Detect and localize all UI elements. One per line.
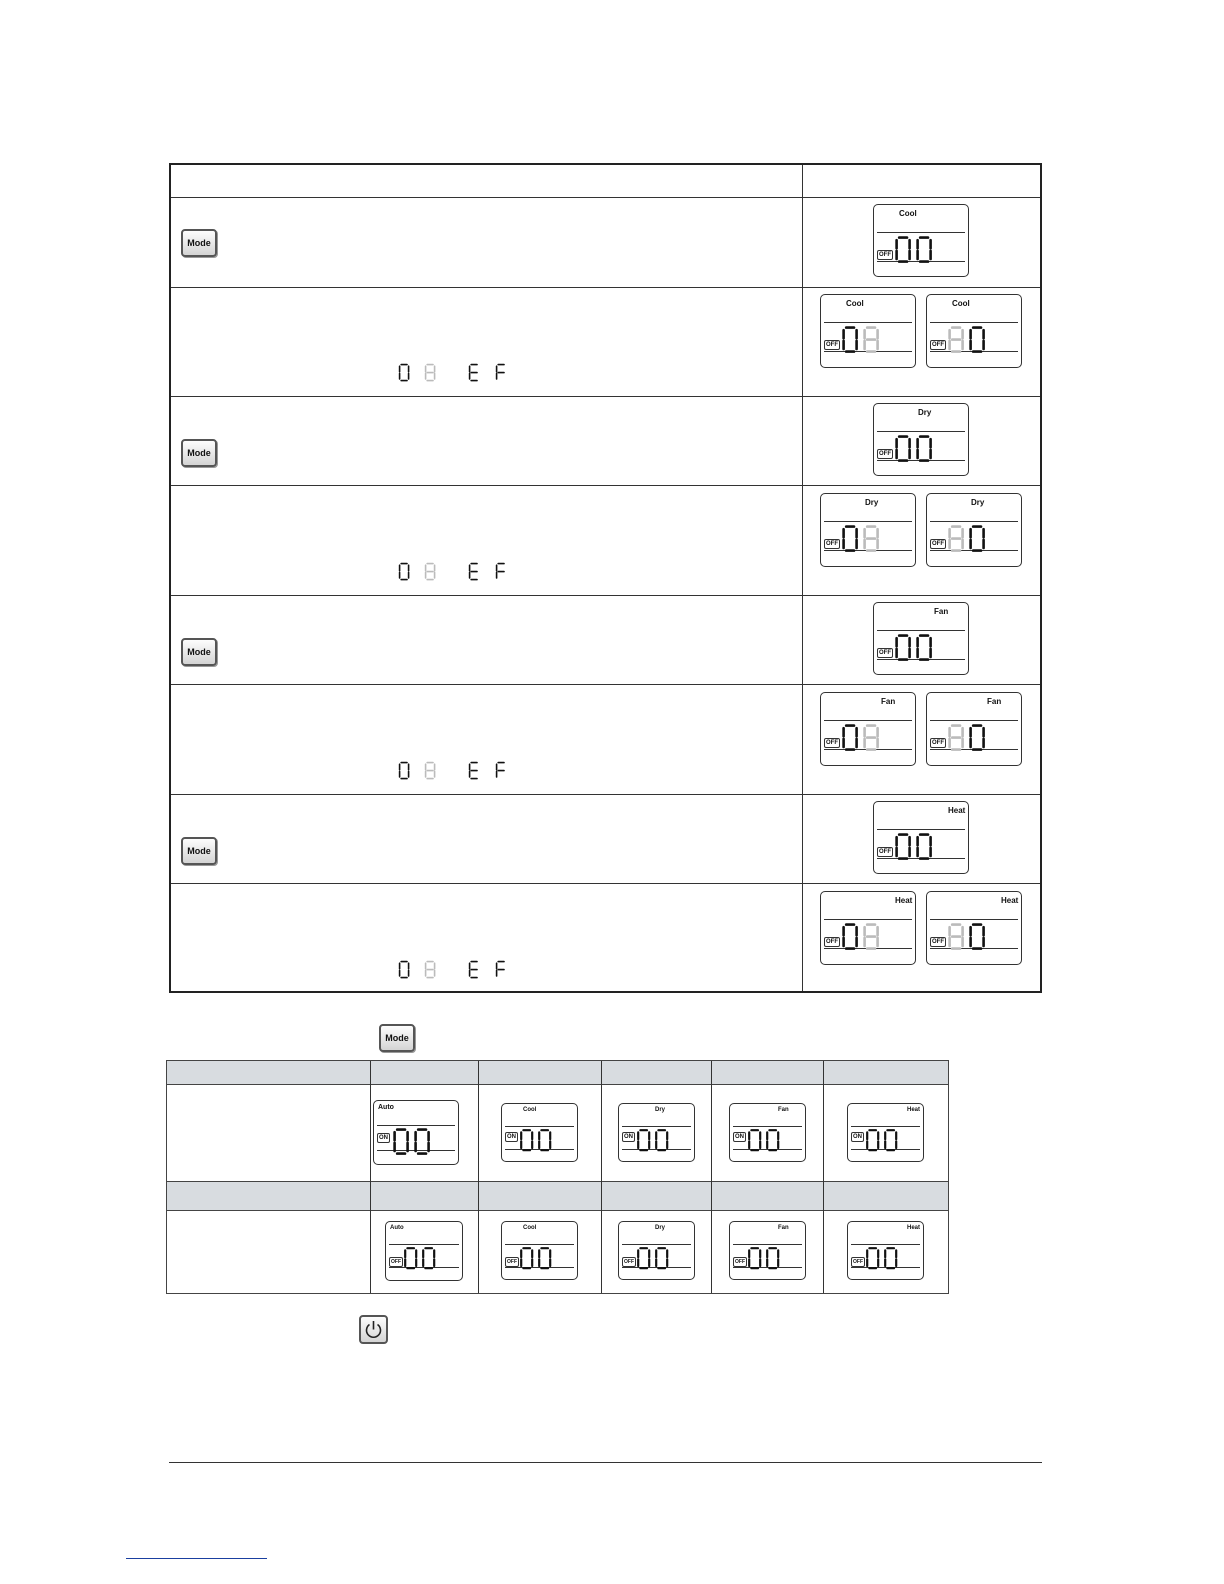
lcd-display-cool (820, 294, 916, 368)
mode-label: Cool (523, 1107, 537, 1113)
off-badge: OFF (932, 939, 944, 945)
digit-step-f (495, 761, 507, 780)
mode-label: Auto (390, 1225, 404, 1231)
mode-label: Cool (952, 299, 970, 308)
lcd-display-fan (873, 602, 969, 675)
lcd-display-auto-on (373, 1100, 459, 1165)
on-badge: ON (735, 1134, 744, 1140)
digit-step-e (468, 562, 480, 581)
digit-step-1 (424, 761, 436, 780)
mode-label: Dry (971, 498, 985, 507)
digit-step-f (495, 363, 507, 382)
off-badge: OFF (932, 541, 944, 547)
off-badge: OFF (879, 849, 891, 855)
digit-step-1 (424, 562, 436, 581)
off-badge: OFF (879, 451, 891, 457)
digit-sequence (398, 562, 507, 581)
mode-label: Heat (895, 896, 913, 905)
mode-button[interactable]: Mode (379, 1024, 415, 1052)
mode-label: Fan (987, 697, 1002, 706)
power-icon (361, 1317, 386, 1342)
lcd-display-dry (820, 493, 916, 567)
lcd-display-fan-on (729, 1103, 806, 1162)
mode-button[interactable]: Mode (181, 837, 217, 865)
digit-step-1 (424, 363, 436, 382)
footer-rule (169, 1462, 1042, 1463)
mode-label: Heat (907, 1225, 921, 1231)
mode-label: Cool (899, 209, 917, 218)
off-badge: OFF (826, 342, 838, 348)
off-badge: OFF (853, 1259, 863, 1265)
mode-label: Heat (907, 1107, 921, 1113)
lcd-display-fan (820, 692, 916, 766)
lcd-display-dry-off (618, 1221, 695, 1280)
off-badge: OFF (879, 650, 891, 656)
lcd-display-cool-on (501, 1103, 578, 1162)
off-badge: OFF (826, 740, 838, 746)
mode-label: Dry (918, 408, 932, 417)
digit-step-f (495, 562, 507, 581)
mode-label: Fan (778, 1107, 789, 1113)
lcd-display-dry (873, 403, 969, 476)
lcd-display-cool (873, 204, 969, 277)
mode-label: Dry (655, 1107, 666, 1113)
mode-button[interactable]: Mode (181, 439, 217, 467)
mode-label: Dry (655, 1225, 666, 1231)
digit-step-e (468, 363, 480, 382)
mode-label: Auto (378, 1104, 394, 1111)
mode-label: Fan (778, 1225, 789, 1231)
lcd-display-fan-off (729, 1221, 806, 1280)
off-badge: OFF (826, 541, 838, 547)
on-badge: ON (624, 1134, 633, 1140)
digit-sequence (398, 960, 507, 979)
mode-label: Fan (881, 697, 896, 706)
mode-label: Cool (846, 299, 864, 308)
power-button[interactable] (359, 1315, 388, 1344)
off-badge: OFF (391, 1259, 401, 1265)
lcd-display-heat (873, 801, 969, 874)
lcd-display-heat-off (847, 1221, 924, 1280)
footnote-rule (126, 1558, 267, 1559)
lcd-display-heat-on (847, 1103, 924, 1162)
mode-label: Dry (865, 498, 879, 507)
lcd-display-heat (820, 891, 916, 965)
on-badge: ON (853, 1134, 862, 1140)
digit-sequence (398, 363, 507, 382)
mode-label: Heat (948, 806, 966, 815)
lcd-display-heat (926, 891, 1022, 965)
lcd-display-auto-off (385, 1221, 463, 1281)
lcd-display-cool-off (501, 1221, 578, 1280)
on-badge: ON (379, 1135, 388, 1141)
digit-step-0 (398, 363, 410, 382)
digit-step-0 (398, 960, 410, 979)
digit-step-0 (398, 562, 410, 581)
off-badge: OFF (507, 1259, 517, 1265)
lcd-display-fan (926, 692, 1022, 766)
mode-label: Cool (523, 1225, 537, 1231)
off-badge: OFF (624, 1259, 634, 1265)
off-badge: OFF (932, 740, 944, 746)
mode-label: Heat (1001, 896, 1019, 905)
mode-label: Fan (934, 607, 949, 616)
mode-button[interactable]: Mode (181, 229, 217, 257)
off-badge: OFF (932, 342, 944, 348)
digit-sequence (398, 761, 507, 780)
mode-button[interactable]: Mode (181, 638, 217, 666)
off-badge: OFF (735, 1259, 745, 1265)
digit-step-e (468, 761, 480, 780)
digit-step-0 (398, 761, 410, 780)
digit-step-f (495, 960, 507, 979)
lcd-display-dry-on (618, 1103, 695, 1162)
lcd-display-cool (926, 294, 1022, 368)
on-badge: ON (507, 1134, 516, 1140)
digit-step-e (468, 960, 480, 979)
off-badge: OFF (826, 939, 838, 945)
digit-step-1 (424, 960, 436, 979)
lcd-display-dry (926, 493, 1022, 567)
off-badge: OFF (879, 252, 891, 258)
